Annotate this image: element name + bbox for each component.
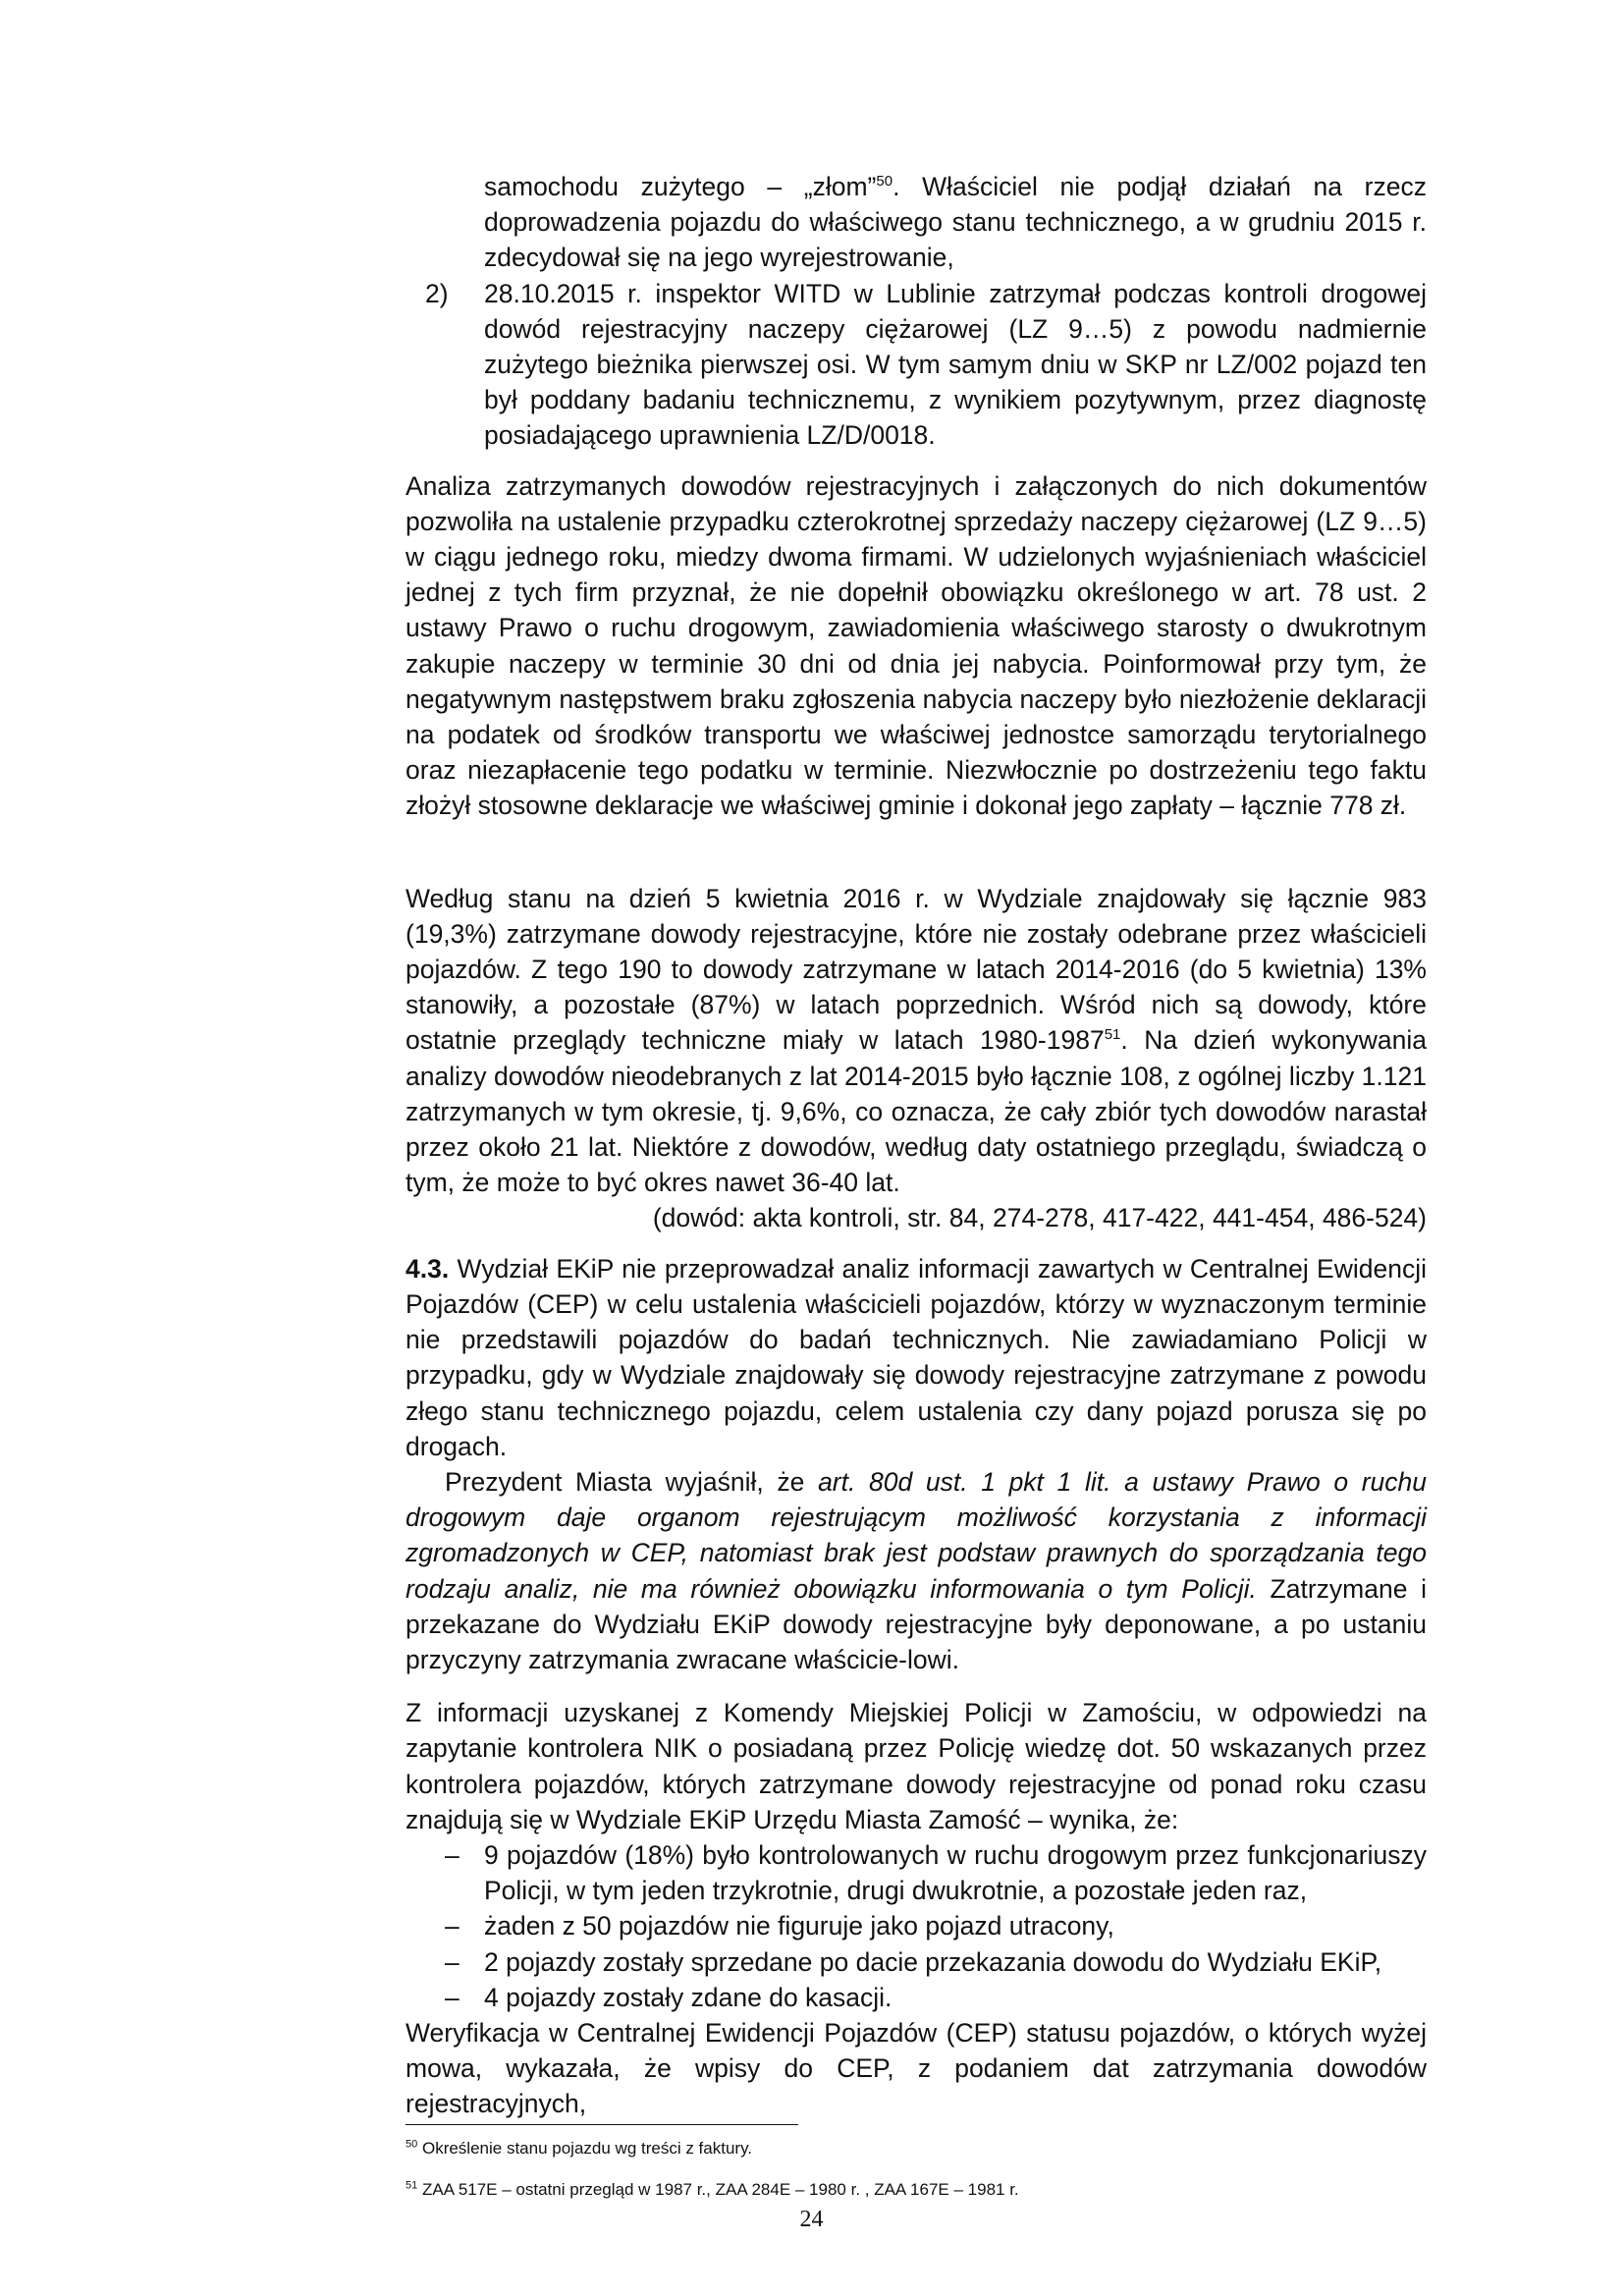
list-item-number: 2): [425, 278, 449, 308]
footnote-text: Określenie stanu pojazdu wg treści z faktury.: [417, 2139, 753, 2158]
quoted-explanation: art. 80d ust. 1 pkt 1 lit. a ustawy Prawo o ruchu drogowym daje organom rejestrującym możliwość korzystania z informacji zgromadzonych w CEP, natomiast brak jest podstaw prawnych do sporządzania tego rodzaju analiz, nie ma również obowiązku informowania o tym Policji.: [406, 1466, 1427, 1604]
section-text: Wydział EKiP nie przeprowadzał analiz informacji zawartych w Centralnej Ewidencji Pojazdów (CEP) w celu ustalenia właścicieli pojazdów, którzy w wyznaczonym terminie nie przedstawili pojazdów do badań technicznych. Nie zawiadamiano Policji w przypadku, gdy w Wydziale znajdowały się dowody rejestracyjne zatrzymane z powodu złego stanu technicznego pojazdu, celem ustalenia czy dany pojazd porusza się po drogach.: [406, 1253, 1427, 1461]
list-item-text: 9 pojazdów (18%) było kontrolowanych w ruchu drogowym przez funkcjonariuszy Policji, w tym jeden trzykrotnie, drugi dwukrotnie, a pozostałe jeden raz,: [484, 1839, 1427, 1906]
paragraph-text-rest: . Na dzień wykonywania analizy dowodów nieodebranych z lat 2014-2015 było łącznie 108, z ogólnej liczby 1.121 zatrzymanych w tym okresie, tj. 9,6%, co oznacza, że cały zbiór tych dowodów narastał przez około 21 lat. Niektóre z dowodów, według daty ostatniego przeglądu, świadczą o tym, że może to być okres nawet 36-40 lat.: [406, 1025, 1427, 1198]
footnote-51: [406, 2180, 1427, 2200]
list-item: [406, 1980, 1427, 2015]
paragraph-text-rest: Zatrzymane i przekazane do Wydziału EKiP dowody rejestracyjne były deponowane, a po ustaniu przyczyny zatrzymania zwracane właściciе-lowi.: [406, 1573, 1428, 1674]
page-number: 24: [799, 2207, 824, 2232]
footnote-separator: [406, 2124, 798, 2125]
continuation-text-rest: . Właściciel nie podjął działań na rzecz doprowadzenia pojazdu do właściwego stanu technicznego, a w grudniu 2015 r. zdecydował się na jego wyrejestrowanie,: [484, 172, 1427, 273]
paragraph-weryfikacja: Weryfikacja w Centralnej Ewidencji Pojazdów (CEP) statusu pojazdów, o których wyżej mowa, wykazała, że wpisy do CEP, z podaniem dat zatrzymania dowodów rejestracyjnych,: [406, 2017, 1427, 2119]
footnote-number: 50: [406, 2138, 418, 2151]
footnote-50: [406, 2139, 1427, 2159]
evidence-reference: (dowód: akta kontroli, str. 84, 274-278, 417-422, 441-454, 486-524): [652, 1203, 1427, 1233]
section-number: 4.3.: [406, 1253, 450, 1284]
dash-bullet: –: [445, 1911, 460, 1941]
list-item-text: 4 pojazdy zostały zdane do kasacji.: [484, 1982, 893, 2012]
list-item-1-continuation: [406, 169, 1427, 276]
paragraph-analiza: Analiza zatrzymanych dowodów rejestracyjnych i załączonych do nich dokumentów pozwoliła na ustalenie przypadku czterokrotnej sprzedaży naczepy ciężarowej (LZ 9…5) w ciągu jednego roku, miedzy dwoma firmami. W udzielonych wyjaśnieniach właściciel jednej z tych firm przyznał, że nie dopełnił obowiązku określonego w art. 78 ust. 2 ustawy Prawo o ruchu drogowym, zawiadomienia właściwego starosty o dwukrotnym zakupie naczepy w terminie 30 dni od dnia jej nabycia. Poinformował przy tym, że negatywnym następstwem braku zgłoszenia nabycia naczepy było niezłożenie deklaracji na podatek od środków transportu we właściwej jednostce samorządu terytorialnego oraz niezapłacenie tego podatku w terminie. Niezwłocznie po dostrzeżeniu tego faktu złożył stosowne deklaracje we właściwej gminie i dokonał jego zapłaty – łącznie 778 zł.: [406, 470, 1427, 821]
footnote-number: 51: [406, 2179, 418, 2192]
paragraph-text: Według stanu na dzień 5 kwietnia 2016 r. w Wydziale znajdowały się łącznie 983 (19,3%) zatrzymane dowody rejestracyjne, które nie zostały odebrane przez właścicieli pojazdów. Z tego 190 to dowody zatrzymane w latach 2014-2016 (do 5 kwietnia) 13% stanowiły, a pozostałe (87%) w latach poprzednich. Wśród nich są dowody, które ostatnie przeglądy techniczne miały w latach 1980-1987: [406, 883, 1427, 1056]
list-item: [406, 1944, 1427, 1980]
paragraph-z-informacji: Z informacji uzyskanej z Komendy Miejskiej Policji w Zamościu, w odpowiedzi na zapytanie kontrolera NIK o posiadaną przez Policję wiedzę dot. 50 wskazanych przez kontrolera pojazdów, których zatrzymane dowody rejestracyjne od ponad roku czasu znajdują się w Wydziale EKiP Urzędu Miasta Zamość – wynika, że:: [406, 1698, 1427, 1834]
paragraph-text: Prezydent Miasta wyjaśnił, że: [445, 1466, 819, 1497]
list-item: [406, 1908, 1427, 1943]
footnote-ref-51[interactable]: 51: [1104, 1026, 1121, 1044]
document-body: [406, 169, 1427, 2122]
dash-bullet: –: [445, 1982, 460, 2012]
list-item-2: [406, 276, 1427, 454]
section-4-3: [406, 1251, 1427, 1464]
paragraph-wedlug-stanu: [406, 881, 1427, 1201]
footnote-text: ZAA 517E – ostatni przegląd w 1987 r., ZAA 284E – 1980 r. , ZAA 167E – 1981 r.: [417, 2180, 1019, 2199]
list-item-text: żaden z 50 pojazdów nie figuruje jako pojazd utracony,: [484, 1911, 1114, 1941]
continuation-text: samochodu zużytego – „złom”: [484, 172, 877, 201]
list-item-text: 28.10.2015 r. inspektor WITD w Lublinie zatrzymał podczas kontroli drogowej dowód rejestracyjny naczepy ciężarowej (LZ 9…5) z powodu nadmiernie zużytego bieżnika pierwszej osi. W tym samym dniu w SKP nr LZ/002 pojazd ten był poddany badaniu technicznemu, z wynikiem pozytywnym, przez diagnostę posiadającego uprawnienia LZ/D/0018.: [484, 278, 1427, 451]
dash-list: [406, 1837, 1427, 2015]
paragraph-prezydent: [406, 1464, 1427, 1677]
footnote-ref-50[interactable]: 50: [876, 173, 893, 191]
dash-bullet: –: [445, 1839, 460, 1870]
list-item-text: 2 pojazdy zostały sprzedane po dacie przekazania dowodu do Wydziału EKiP,: [484, 1946, 1382, 1977]
list-item: [406, 1837, 1427, 1908]
dash-bullet: –: [445, 1946, 460, 1977]
